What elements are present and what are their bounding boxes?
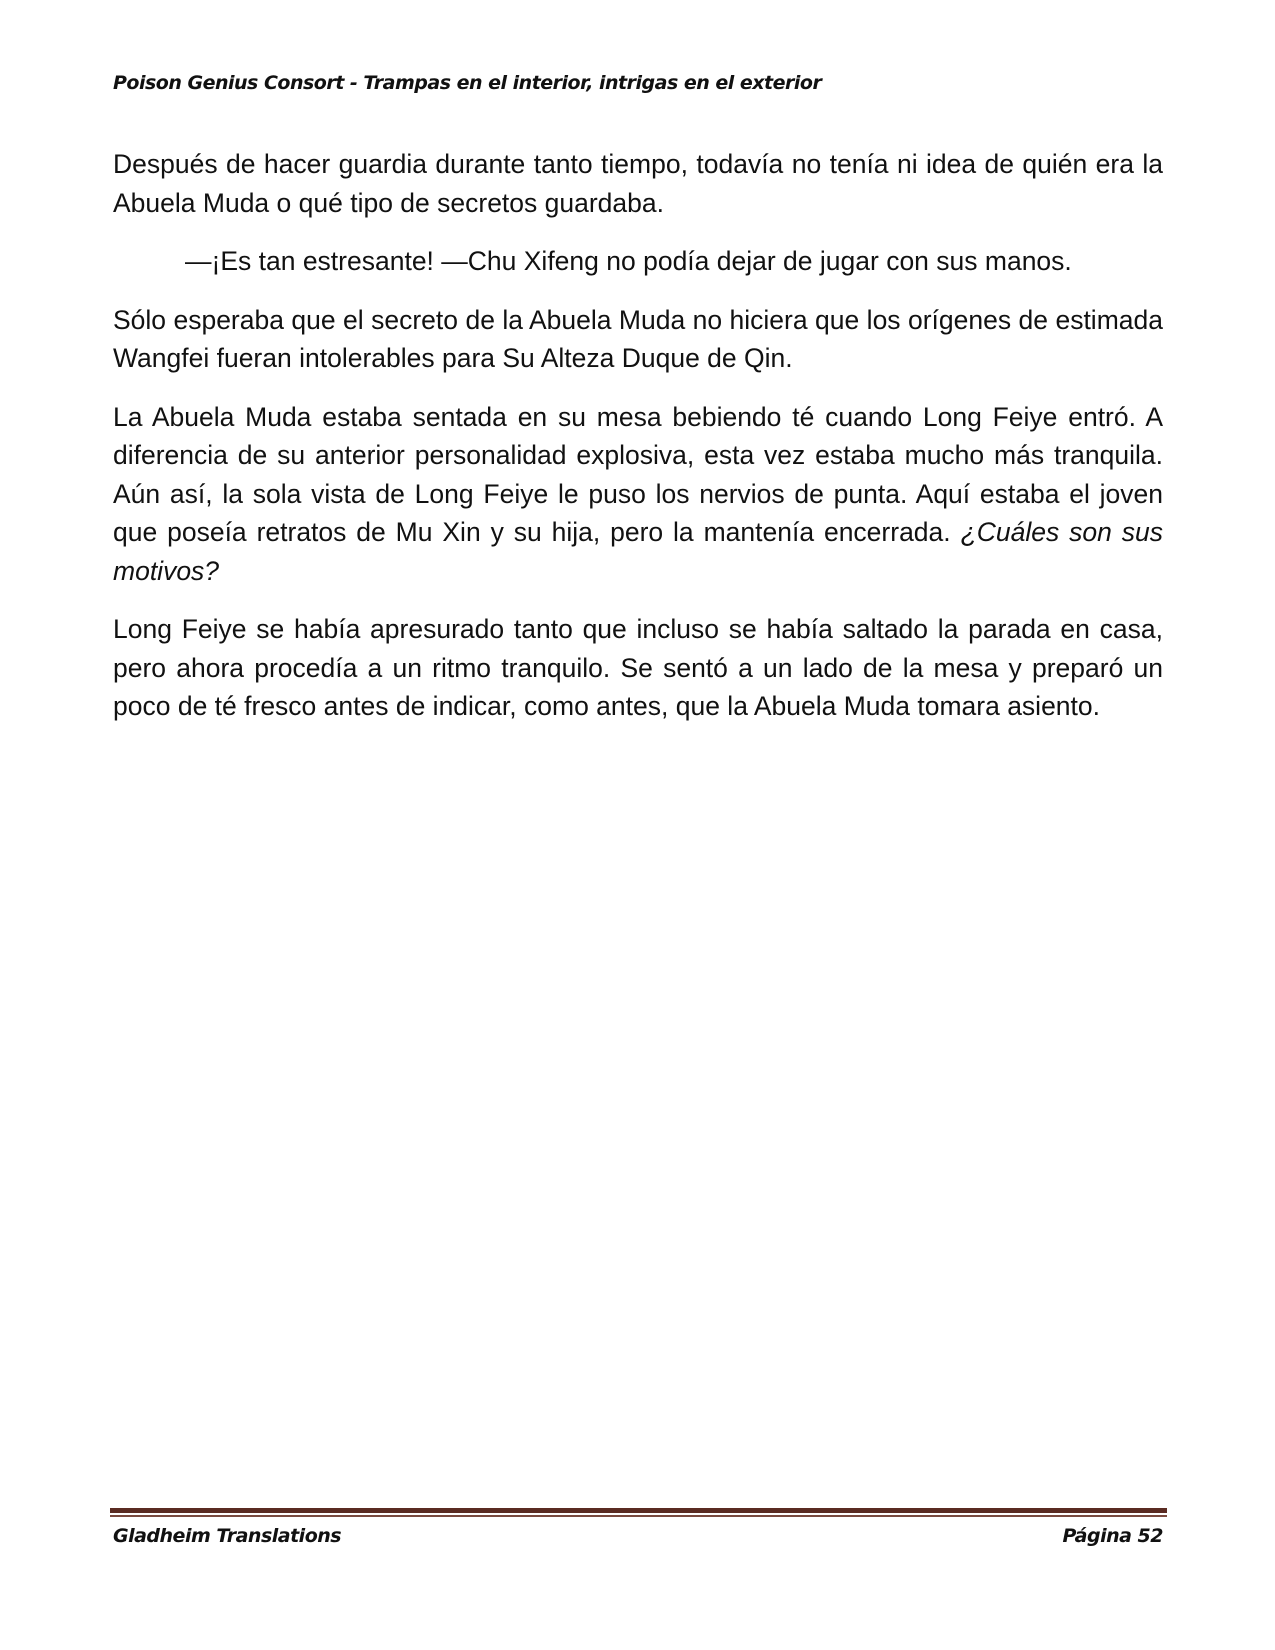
page-number: Página 52 <box>1062 1525 1163 1547</box>
paragraph: Sólo esperaba que el secreto de la Abuela Muda no hiciera que los orígenes de estimada Wangfei fueran intolerables para Su Alteza Duque de Qin. <box>113 304 1163 373</box>
footer-rule-thin <box>110 1515 1167 1517</box>
paragraph <box>113 398 1163 591</box>
italic-thought: ¿Cuáles son sus motivos? <box>113 517 1163 586</box>
paragraph-text: La Abuela Muda estaba sentada en su mesa bebiendo té cuando Long Feiye entró. A diferencia de su anterior personalidad explosiva, esta vez estaba mucho más tranquila. Aún así, la sola vista de Long Feiye le puso los nervios de punta. Aquí estaba el joven que poseía retratos de Mu Xin y su hija, pero la mantenía encerrada. <box>113 401 1163 547</box>
running-header: Poison Genius Consort - Trampas en el interior, intrigas en el exterior <box>113 72 822 94</box>
footer-publisher: Gladheim Translations <box>113 1525 342 1547</box>
main-text <box>113 145 1163 746</box>
dialogue-paragraph: —¡Es tan estresante! —Chu Xifeng no podía dejar de jugar con sus manos. <box>185 246 1072 276</box>
paragraph: Después de hacer guardia durante tanto tiempo, todavía no tenía ni idea de quién era la Abuela Muda o qué tipo de secretos guardaba. <box>113 149 1163 218</box>
page-footer <box>113 1525 1163 1547</box>
footer-rule <box>110 1508 1167 1513</box>
paragraph: Long Feiye se había apresurado tanto que incluso se había saltado la parada en casa, pero ahora procedía a un ritmo tranquilo. Se sentó a un lado de la mesa y preparó un poco de té fresco antes de indicar, como antes, que la Abuela Muda tomara asiento. <box>113 614 1163 721</box>
